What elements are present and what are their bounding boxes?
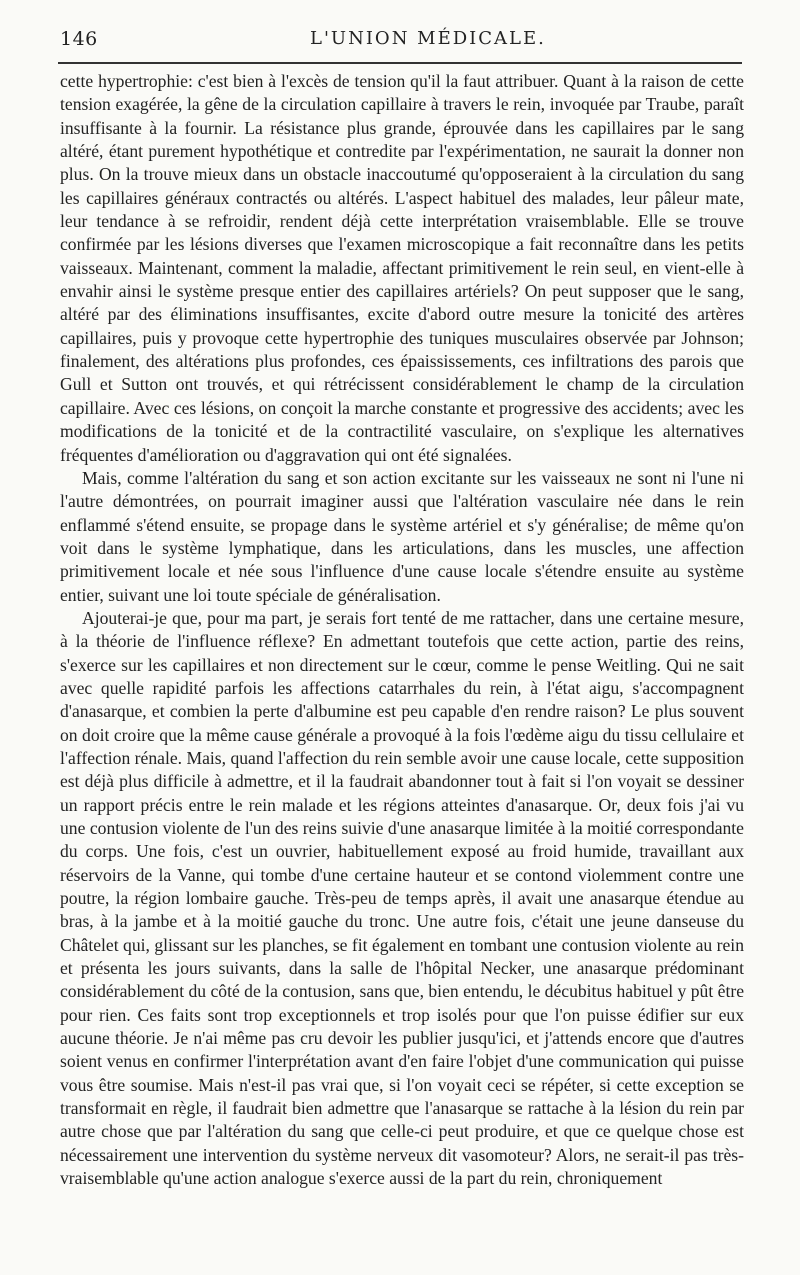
running-title: L'UNION MÉDICALE. bbox=[310, 28, 546, 49]
page-header bbox=[60, 28, 740, 58]
paragraph: Ajouterai-je que, pour ma part, je serais fort tenté de me rattacher, dans une certaine mesure, à la théorie de l'influence réflexe? En admettant toutefois que cette action, partie des reins, s'exerce sur les capillaires et non directement sur le cœur, comme le pense Weitling. Qui ne sait avec quelle rapidité parfois les affections catarrhales du rein, à l'état aigu, s'accompagnent d'anasarque, et combien la perte d'albumine est peu capable d'en rendre raison? Le plus souvent on doit croire que la même cause générale a provoqué à la fois l'œdème aigu du tissu cellulaire et l'affection rénale. Mais, quand l'affection du rein semble avoir une cause locale, cette supposition est déjà plus difficile à admettre, et il la faudrait abandonner tout à fait si l'on voyait se dessiner un rapport précis entre le rein malade et les régions atteintes d'anasarque. Or, deux fois j'ai vu une contusion violente de l'un des reins suivie d'une anasarque limitée à la moitié correspondante du corps. Une fois, c'est un ouvrier, habituellement exposé au froid humide, travaillant aux réservoirs de la Vanne, qui tombe d'une certaine hauteur et se contond violemment contre une poutre, la région lombaire gauche. Très-peu de temps après, il avait une anasarque étendue au bras, à la jambe et à la moitié gauche du tronc. Une autre fois, c'était une jeune danseuse du Châtelet qui, glissant sur les planches, se fit également en tombant une contusion violente au rein et présenta les jours suivants, dans la salle de l'hôpital Necker, une anasarque prédominant considérablement du côté de la contusion, sans que, bien entendu, le décubitus habituel y pût être pour rien. Ces faits sont trop exceptionnels et trop isolés pour que l'on puisse édifier sur eux aucune théorie. Je n'ai même pas cru devoir les publier jusqu'ici, et j'attends encore que d'autres soient venus en confirmer l'interprétation avant d'en faire l'objet d'une communication qui puisse vous être soumise. Mais n'est-il pas vrai que, si l'on voyait ceci se répéter, si cette exception se transformait en règle, il faudrait bien admettre que l'anasarque se rattache à la lésion du rein par autre chose que par l'altération du sang que celle-ci peut produire, et que ce quelque chose est nécessairement une intervention du système nerveux dit vasomoteur? Alors, ne serait-il pas très-vraisemblable qu'une action analogue s'exerce aussi de la part du rein, chroniquement bbox=[60, 607, 744, 1189]
header-rule bbox=[58, 62, 742, 64]
paragraph: cette hypertrophie: c'est bien à l'excès de tension qu'il la faut attribuer. Quant à la raison de cette tension exagérée, la gêne de la circulation capillaire à travers le rein, invoquée par Traube, paraît insuffisante à la fournir. La résistance plus grande, éprouvée dans les capillaires par le sang altéré, étant purement hypothétique et contredite par l'expérimentation, ne saurait la donner non plus. On la trouve mieux dans un obstacle inaccoutumé qu'opposeraient à la circulation du sang les capillaires généraux contractés ou altérés. L'aspect habituel des malades, leur pâleur mate, leur tendance à se refroidir, rendent déjà cette interprétation vraisemblable. Elle se trouve confirmée par les lésions diverses que l'examen microscopique a fait reconnaître dans les petits vaisseaux. Maintenant, comment la maladie, affectant primitivement le rein seul, en vient-elle à envahir ainsi le système presque entier des capillaires artériels? On peut supposer que le sang, altéré par des éliminations insuffisantes, excite d'abord outre mesure la tonicité des artères capillaires, puis y provoque cette hypertrophie des tuniques musculaires observée par Johnson; finalement, des altérations plus profondes, ces épaississements, ces infiltrations des parois que Gull et Sutton ont trouvés, et qui rétrécissent considérablement le champ de la circulation capillaire. Avec ces lésions, on conçoit la marche constante et progressive des accidents; avec les modifications de la tonicité et de la contractilité vasculaire, on s'explique les alternatives fréquentes d'amélioration ou d'aggravation qui ont été signalées. bbox=[60, 71, 744, 465]
paragraph: Mais, comme l'altération du sang et son action excitante sur les vaisseaux ne sont ni l'une ni l'autre démontrées, on pourrait imaginer aussi que l'altération vasculaire née dans le rein enflammé s'étend ensuite, se propage dans le système artériel et s'y généralise; de même qu'on voit dans le système lymphatique, dans les articulations, dans les muscles, une affection primitivement locale et née sous l'influence d'une cause locale s'étendre ensuite au système entier, suivant une loi toute spéciale de généralisation. bbox=[60, 467, 744, 605]
page-number: 146 bbox=[60, 28, 98, 50]
body-text bbox=[60, 70, 744, 1265]
